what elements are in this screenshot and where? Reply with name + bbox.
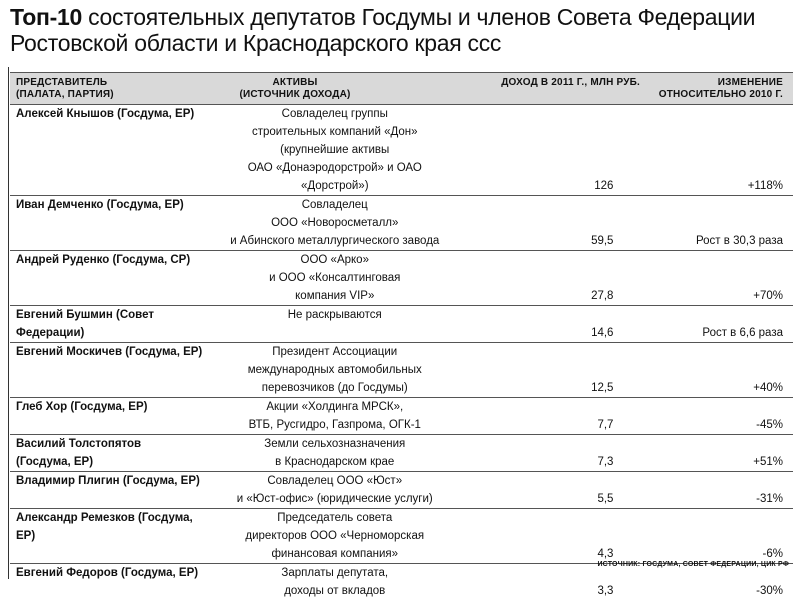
income-cell: 5,5	[458, 472, 627, 509]
representative-cell: Иван Демченко (Госдума, ЕР)	[10, 196, 212, 251]
header-assets: АКТИВЫ (ИСТОЧНИК ДОХОДА)	[195, 77, 395, 101]
income-cell: 126	[458, 105, 627, 196]
page-title	[10, 4, 800, 56]
representative-cell: Владимир Плигин (Госдума, ЕР)	[10, 472, 212, 509]
representative-cell: Алексей Кнышов (Госдума, ЕР)	[10, 105, 212, 196]
change-cell: +51%	[627, 435, 793, 472]
income-cell: 14,6	[458, 306, 627, 343]
income-cell: 12,5	[458, 343, 627, 398]
income-cell: 7,7	[458, 398, 627, 435]
table-row	[10, 306, 793, 343]
left-rule	[8, 67, 9, 579]
table-row	[10, 472, 793, 509]
income-cell: 3,3	[458, 564, 627, 600]
change-cell: -31%	[627, 472, 793, 509]
change-cell: Рост в 6,6 раза	[627, 306, 793, 343]
deputies-table	[10, 104, 793, 600]
change-cell: Рост в 30,3 раза	[627, 196, 793, 251]
income-cell: 59,5	[458, 196, 627, 251]
representative-cell: Евгений Федоров (Госдума, ЕР)	[10, 564, 212, 600]
table-row	[10, 251, 793, 306]
representative-cell: Андрей Руденко (Госдума, СР)	[10, 251, 212, 306]
table-row	[10, 435, 793, 472]
assets-cell: Председатель совета директоров ООО «Черноморская финансовая компания»	[212, 509, 458, 564]
assets-cell: ООО «Арко» и ООО «Консалтинговая компания VIP»	[212, 251, 458, 306]
assets-cell: Акции «Холдинга МРСК», ВТБ, Русгидро, Газпрома, ОГК-1	[212, 398, 458, 435]
change-cell: +40%	[627, 343, 793, 398]
assets-cell: Совладелец ООО «Юст» и «Юст-офис» (юридические услуги)	[212, 472, 458, 509]
assets-cell: Совладелец ООО «Новоросметалл» и Абинского металлургического завода	[212, 196, 458, 251]
income-cell: 4,3	[458, 509, 627, 564]
representative-cell: Александр Ремезков (Госдума, ЕР)	[10, 509, 212, 564]
assets-cell: Земли сельхозназначения в Краснодарском крае	[212, 435, 458, 472]
table-header	[10, 72, 793, 105]
table-row	[10, 509, 793, 564]
table-row	[10, 196, 793, 251]
assets-cell: Совладелец группы строительных компаний «Дон» (крупнейшие активы ОАО «Донаэродорстрой» и ОАО «Дорстрой»)	[212, 105, 458, 196]
header-income: ДОХОД В 2011 Г., МЛН РУБ.	[450, 77, 640, 89]
representative-cell: Василий Толстопятов (Госдума, ЕР)	[10, 435, 212, 472]
title-rest: состоятельных депутатов Госдумы и членов Совета Федерации Ростовской области и Краснодарского края ссс	[10, 4, 755, 56]
representative-cell: Евгений Москичев (Госдума, ЕР)	[10, 343, 212, 398]
assets-cell: Не раскрываются	[212, 306, 458, 343]
table-row	[10, 343, 793, 398]
change-cell: +118%	[627, 105, 793, 196]
change-cell: -45%	[627, 398, 793, 435]
table-row	[10, 398, 793, 435]
header-representative: ПРЕДСТАВИТЕЛЬ (ПАЛАТА, ПАРТИЯ)	[16, 77, 114, 101]
header-change: ИЗМЕНЕНИЕ ОТНОСИТЕЛЬНО 2010 Г.	[633, 77, 783, 101]
change-cell: -30%	[627, 564, 793, 600]
change-cell: +70%	[627, 251, 793, 306]
table-row	[10, 105, 793, 196]
table-row	[10, 564, 793, 600]
assets-cell: Зарплаты депутата, доходы от вкладов	[212, 564, 458, 600]
income-cell: 7,3	[458, 435, 627, 472]
income-cell: 27,8	[458, 251, 627, 306]
change-cell: -6%	[627, 509, 793, 564]
title-bold: Топ-10	[10, 4, 82, 30]
assets-cell: Президент Ассоциации международных автомобильных перевозчиков (до Госдумы)	[212, 343, 458, 398]
representative-cell: Глеб Хор (Госдума, ЕР)	[10, 398, 212, 435]
representative-cell: Евгений Бушмин (Совет Федерации)	[10, 306, 212, 343]
source-note: ИСТОЧНИК: ГОСДУМА, СОВЕТ ФЕДЕРАЦИИ, ЦИК РФ	[597, 561, 789, 568]
